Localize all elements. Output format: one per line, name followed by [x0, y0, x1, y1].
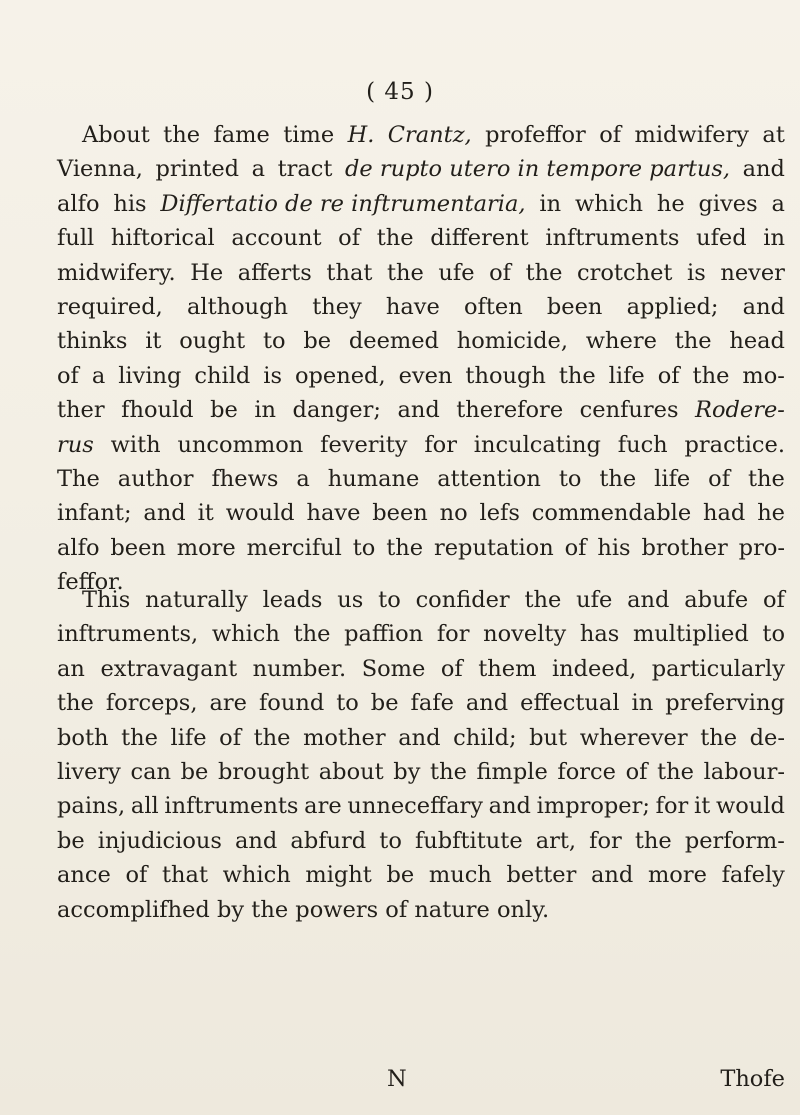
word: ufe	[438, 259, 475, 286]
word: and	[398, 724, 441, 751]
word: with	[110, 431, 161, 458]
word: he	[656, 190, 685, 217]
word: livery	[57, 758, 121, 785]
text-line	[57, 324, 785, 358]
word: naturally	[145, 587, 248, 613]
word: found	[258, 690, 325, 717]
word: rus	[57, 431, 94, 458]
text-line	[57, 462, 785, 496]
word: but	[529, 724, 568, 751]
word: accomplifhed	[57, 896, 210, 923]
word: never	[720, 259, 785, 286]
text-line	[57, 583, 785, 617]
text-line	[57, 858, 785, 892]
word: would	[225, 500, 295, 527]
word: confider	[415, 587, 510, 613]
word: abfurd	[290, 827, 367, 854]
word: of	[219, 724, 242, 751]
word: to	[558, 465, 582, 492]
word: where	[585, 328, 657, 355]
text-line	[57, 496, 785, 530]
word: often	[464, 293, 523, 320]
word: de-	[749, 724, 785, 751]
word: humane	[327, 465, 420, 492]
word: he	[757, 500, 785, 527]
word: inftruments	[545, 225, 680, 252]
word: printed	[155, 156, 240, 183]
word: gives	[698, 190, 758, 217]
page-footer	[57, 1066, 785, 1100]
word: ther	[57, 397, 105, 424]
text-line	[57, 617, 785, 651]
word: to	[352, 534, 376, 561]
word: midwifery.	[57, 259, 176, 286]
word: commendable	[531, 500, 692, 527]
word: to	[762, 621, 785, 648]
word: extravagant	[100, 655, 238, 682]
word: unneceffary	[347, 793, 483, 820]
word: life	[608, 362, 645, 389]
word: the	[748, 465, 785, 492]
word: force	[557, 758, 616, 785]
word: the	[386, 534, 424, 561]
word: alfo	[57, 534, 100, 561]
word: better	[506, 862, 577, 889]
word: the	[634, 827, 672, 854]
word: the	[121, 724, 158, 751]
word: Some	[361, 655, 426, 682]
word: brother	[641, 534, 728, 561]
word: tract	[277, 156, 333, 183]
word: child;	[453, 724, 517, 751]
word: ufed	[696, 225, 747, 252]
word: and	[143, 500, 186, 527]
word: be	[303, 328, 332, 355]
word: wherever	[579, 724, 688, 751]
word: Differtatio de re inftrumentaria,	[160, 190, 526, 217]
word: fame	[213, 122, 270, 148]
word: the	[599, 465, 637, 492]
word: of	[385, 896, 408, 923]
word: living	[118, 362, 182, 389]
word: leads	[262, 587, 323, 613]
word: Rodere-	[695, 397, 785, 424]
word: for	[436, 621, 470, 648]
word: injudicious	[97, 827, 222, 854]
word: of	[599, 122, 622, 148]
paragraph-instruments	[57, 583, 785, 927]
word: hiftorical	[110, 225, 215, 252]
word: indeed,	[551, 655, 637, 682]
text-line	[57, 256, 785, 290]
word: effectual	[520, 690, 620, 717]
word: abufe	[684, 587, 749, 613]
word: paffion	[344, 621, 424, 648]
word: child	[194, 362, 251, 389]
word: fubftitute	[414, 827, 523, 854]
word: fimple	[476, 758, 548, 785]
word: opened,	[294, 362, 386, 389]
word: about	[318, 758, 384, 785]
word: would	[715, 793, 785, 820]
word: the	[430, 758, 467, 785]
word: in	[763, 225, 785, 252]
word: had	[703, 500, 746, 527]
word: the	[524, 587, 562, 613]
word: and	[488, 793, 531, 820]
word: a	[251, 156, 266, 183]
word: applied;	[626, 293, 719, 320]
word: though	[465, 362, 546, 389]
word: might	[305, 862, 372, 889]
word: novelty	[483, 621, 567, 648]
word: life	[170, 724, 207, 751]
word: fafe	[410, 690, 454, 717]
word: the	[386, 259, 424, 286]
word: be	[210, 397, 238, 424]
word: inftruments	[164, 793, 299, 820]
word: that	[326, 259, 373, 286]
word: nature	[414, 896, 490, 923]
text-line	[57, 686, 785, 720]
word: it	[694, 793, 711, 820]
word: inftruments,	[57, 621, 199, 648]
signature-mark: N	[387, 1066, 407, 1092]
text-line	[57, 187, 785, 221]
word: they	[312, 293, 362, 320]
word: a	[296, 465, 310, 492]
word: H.	[347, 122, 375, 148]
word: for	[424, 431, 457, 458]
word: mo-	[742, 362, 785, 389]
word: time	[283, 122, 335, 148]
text-line	[57, 152, 785, 186]
word: powers	[295, 896, 379, 923]
text-line	[57, 721, 785, 755]
word: account	[231, 225, 322, 252]
word: his	[113, 190, 147, 217]
word: fuch	[617, 431, 668, 458]
word: of	[564, 534, 587, 561]
word: the	[558, 362, 596, 389]
word: the	[657, 758, 694, 785]
word: of	[708, 465, 731, 492]
word: The	[57, 465, 100, 492]
word: and	[627, 587, 670, 613]
word: preferving	[665, 690, 785, 717]
word: has	[579, 621, 620, 648]
word: pains,	[57, 793, 126, 820]
word: practice.	[684, 431, 785, 458]
word: and	[590, 862, 634, 889]
word: the	[251, 896, 289, 923]
word: crotchet	[577, 259, 673, 286]
word: of	[657, 362, 680, 389]
text-line	[57, 118, 785, 152]
page-number: ( 45 )	[366, 79, 434, 105]
text-line	[57, 789, 785, 823]
word: in	[254, 397, 277, 424]
text-line	[57, 824, 785, 858]
word: alfo	[57, 190, 100, 217]
word: the	[253, 724, 291, 751]
word: be	[386, 862, 415, 889]
word: to	[379, 827, 402, 854]
word: only.	[496, 896, 550, 923]
word: full	[57, 225, 95, 252]
word: it	[145, 328, 162, 355]
word: it	[197, 500, 214, 527]
word: of	[125, 862, 148, 889]
word: attention	[437, 465, 541, 492]
word: homicide,	[456, 328, 568, 355]
word: and	[397, 397, 440, 424]
word: author	[117, 465, 194, 492]
word: the	[525, 259, 563, 286]
text-line	[57, 428, 785, 462]
word: uncommon	[177, 431, 304, 458]
word: an	[57, 655, 85, 682]
word: pro-	[738, 534, 785, 561]
word: infant;	[57, 500, 132, 527]
word: therefore	[456, 397, 564, 424]
text-line	[57, 359, 785, 393]
word: been	[546, 293, 603, 320]
word: at	[762, 122, 785, 148]
word: are	[304, 793, 342, 820]
word: for	[589, 827, 622, 854]
word: Crantz,	[387, 122, 472, 148]
word: in	[539, 190, 562, 217]
word: ufe	[576, 587, 613, 613]
word: ance	[57, 862, 111, 889]
word: life	[654, 465, 691, 492]
word: even	[398, 362, 453, 389]
word: ought	[179, 328, 246, 355]
word: merciful	[246, 534, 342, 561]
word: a	[771, 190, 785, 217]
word: although	[186, 293, 289, 320]
word: the	[163, 122, 201, 148]
word: which	[574, 190, 643, 217]
word: by	[217, 896, 245, 923]
word: improper;	[536, 793, 650, 820]
word: reputation	[433, 534, 554, 561]
word: This	[82, 587, 131, 613]
word: of	[440, 655, 463, 682]
word: that	[162, 862, 209, 889]
word: in	[631, 690, 654, 717]
word: lefs	[479, 500, 520, 527]
word: be	[370, 690, 399, 717]
word: of	[763, 587, 785, 613]
word: be	[180, 758, 209, 785]
word: no	[439, 500, 468, 527]
text-line	[57, 893, 785, 927]
word: been	[110, 534, 166, 561]
word: multiplied	[632, 621, 749, 648]
word: and	[235, 827, 278, 854]
text-line	[57, 531, 785, 565]
word: danger;	[292, 397, 381, 424]
word: particularly	[651, 655, 785, 682]
text-line	[57, 755, 785, 789]
word: by	[393, 758, 421, 785]
word: thinks	[57, 328, 128, 355]
word: of	[625, 758, 648, 785]
word: About	[82, 122, 150, 148]
word: required,	[57, 293, 163, 320]
word: have	[385, 293, 440, 320]
word: be	[57, 827, 85, 854]
text-line	[57, 393, 785, 427]
word: us	[337, 587, 364, 613]
word: Vienna,	[57, 156, 143, 183]
word: de rupto utero in tempore partus,	[345, 156, 731, 183]
word: a	[91, 362, 106, 389]
word: number.	[252, 655, 347, 682]
word: inculcating	[473, 431, 601, 458]
word: different	[430, 225, 529, 252]
word: art,	[535, 827, 577, 854]
word: all	[130, 793, 159, 820]
word: of	[57, 362, 79, 389]
word: more	[176, 534, 236, 561]
catchword: Thofe	[720, 1066, 785, 1092]
word: fhould	[121, 397, 194, 424]
word: cenfures	[579, 397, 679, 424]
word: feverity	[320, 431, 408, 458]
paragraph-crantz	[57, 118, 785, 599]
word: to	[262, 328, 286, 355]
word: is	[687, 259, 706, 286]
word: them	[478, 655, 537, 682]
word: of	[489, 259, 512, 286]
text-line	[57, 290, 785, 324]
word: brought	[218, 758, 310, 785]
word: are	[209, 690, 247, 717]
word: the	[700, 724, 738, 751]
word: labour-	[703, 758, 785, 785]
word: the	[692, 362, 730, 389]
word: of	[338, 225, 361, 252]
word: He	[190, 259, 224, 286]
word: the	[293, 621, 331, 648]
word: profeffor	[485, 122, 586, 148]
word: for	[655, 793, 689, 820]
word: and	[742, 156, 785, 183]
word: perform-	[684, 827, 785, 854]
word: both	[57, 724, 109, 751]
text-line	[57, 652, 785, 686]
word: fhews	[211, 465, 279, 492]
word: which	[222, 862, 291, 889]
word: to	[336, 690, 359, 717]
word: fafely	[721, 862, 785, 889]
word: the	[376, 225, 414, 252]
word: mother	[303, 724, 386, 751]
text-line	[57, 221, 785, 255]
word: feffor.	[57, 569, 124, 596]
word: midwifery	[634, 122, 749, 148]
word: and	[465, 690, 509, 717]
word: much	[428, 862, 492, 889]
word: his	[597, 534, 631, 561]
word: forceps,	[105, 690, 198, 717]
word: to	[378, 587, 401, 613]
word: is	[263, 362, 283, 389]
word: and	[742, 293, 785, 320]
word: afferts	[237, 259, 312, 286]
word: deemed	[348, 328, 439, 355]
word: the	[57, 690, 94, 717]
word: can	[130, 758, 172, 785]
word: been	[372, 500, 428, 527]
word: the	[674, 328, 712, 355]
word: more	[647, 862, 707, 889]
word: which	[211, 621, 280, 648]
word: have	[306, 500, 361, 527]
word: head	[729, 328, 785, 355]
